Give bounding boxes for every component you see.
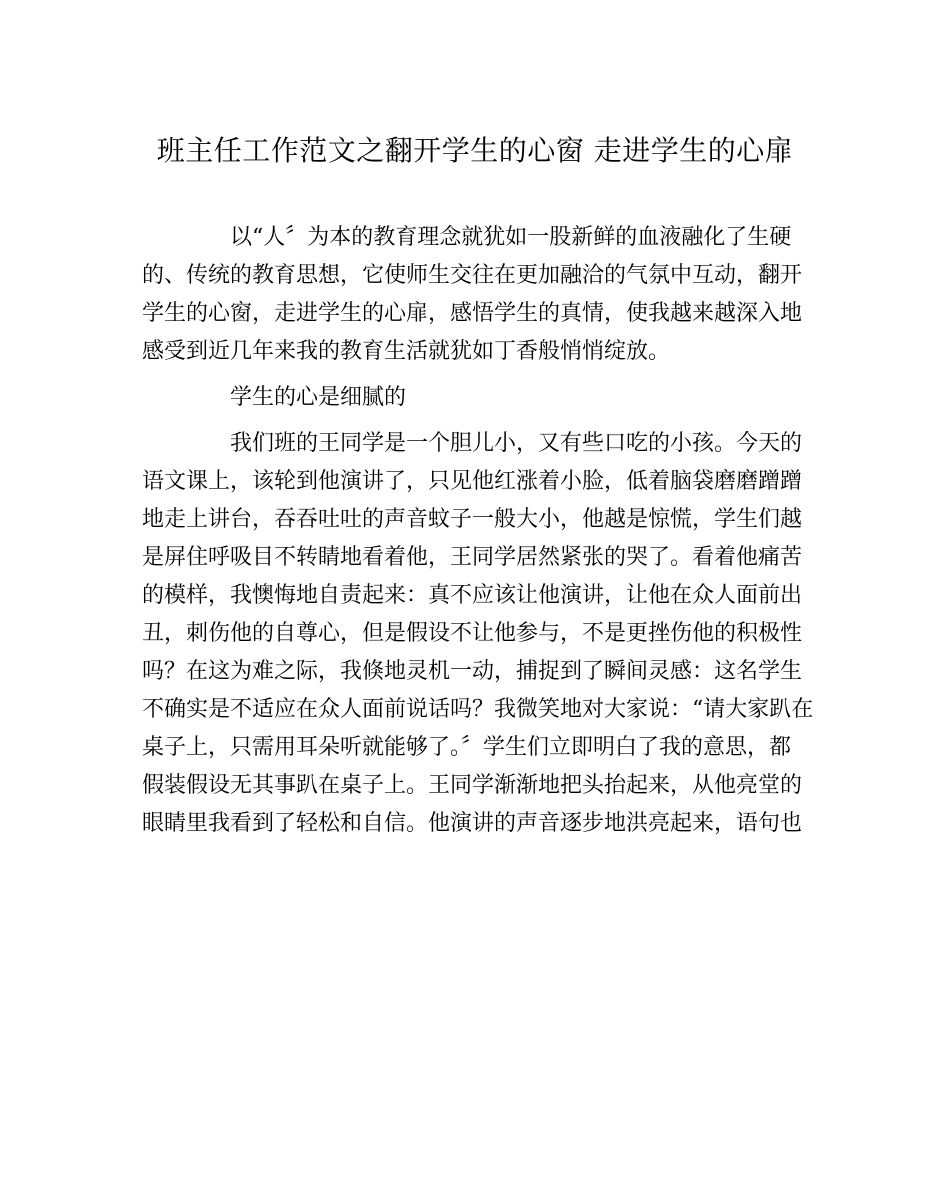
- text-line: 感受到近几年来我的教育生活就犹如丁香般悄悄绽放。: [142, 339, 671, 364]
- paragraph-story: [142, 425, 814, 843]
- text-line: 的、传统的教育思想，它使师生交往在更加融洽的气氛中互动，翻开: [142, 263, 803, 288]
- text-line: 眼睛里我看到了轻松和自信。他演讲的声音逐步地洪亮起来，语句也: [142, 811, 803, 836]
- text-line: 语文课上，该轮到他演讲了，只见他红涨着小脸，低着脑袋磨磨蹭蹭: [142, 469, 803, 494]
- text-line: 地走上讲台，吞吞吐吐的声音蚊子一般大小，他越是惊慌，学生们越: [142, 507, 803, 532]
- text-line: 丑，刺伤他的自尊心，但是假设不让他参与，不是更挫伤他的积极性: [142, 621, 803, 646]
- text-line: 以“人〞为本的教育理念就犹如一股新鲜的血液融化了生硬: [230, 225, 792, 250]
- section-heading-text: 学生的心是细腻的: [230, 385, 407, 410]
- text-line: 是屏住呼吸目不转睛地看着他，王同学居然紧张的哭了。看着他痛苦: [142, 545, 803, 570]
- text-line: 的模样，我懊悔地自责起来：真不应该让他演讲，让他在众人面前出: [142, 583, 803, 608]
- document-title: 班主任工作范文之翻开学生的心窗 走进学生的心扉: [156, 134, 794, 167]
- text-line: 不确实是不适应在众人面前说话吗？我微笑地对大家说：“请大家趴在: [142, 697, 814, 722]
- text-line: 学生的心窗，走进学生的心扉，感悟学生的真情，使我越来越深入地: [142, 301, 803, 326]
- text-line: 吗？在这为难之际，我倏地灵机一动，捕捉到了瞬间灵感：这名学生: [142, 659, 803, 684]
- text-line: 我们班的王同学是一个胆儿小，又有些口吃的小孩。今天的: [230, 431, 803, 456]
- section-heading: [142, 379, 808, 417]
- document-body: [142, 219, 814, 843]
- paragraph-intro: [142, 219, 808, 371]
- text-line: 假装假设无其事趴在桌子上。王同学渐渐地把头抬起来，从他亮堂的: [142, 773, 803, 798]
- text-line: 桌子上，只需用耳朵听就能够了。〞学生们立即明白了我的意思，都: [142, 735, 792, 760]
